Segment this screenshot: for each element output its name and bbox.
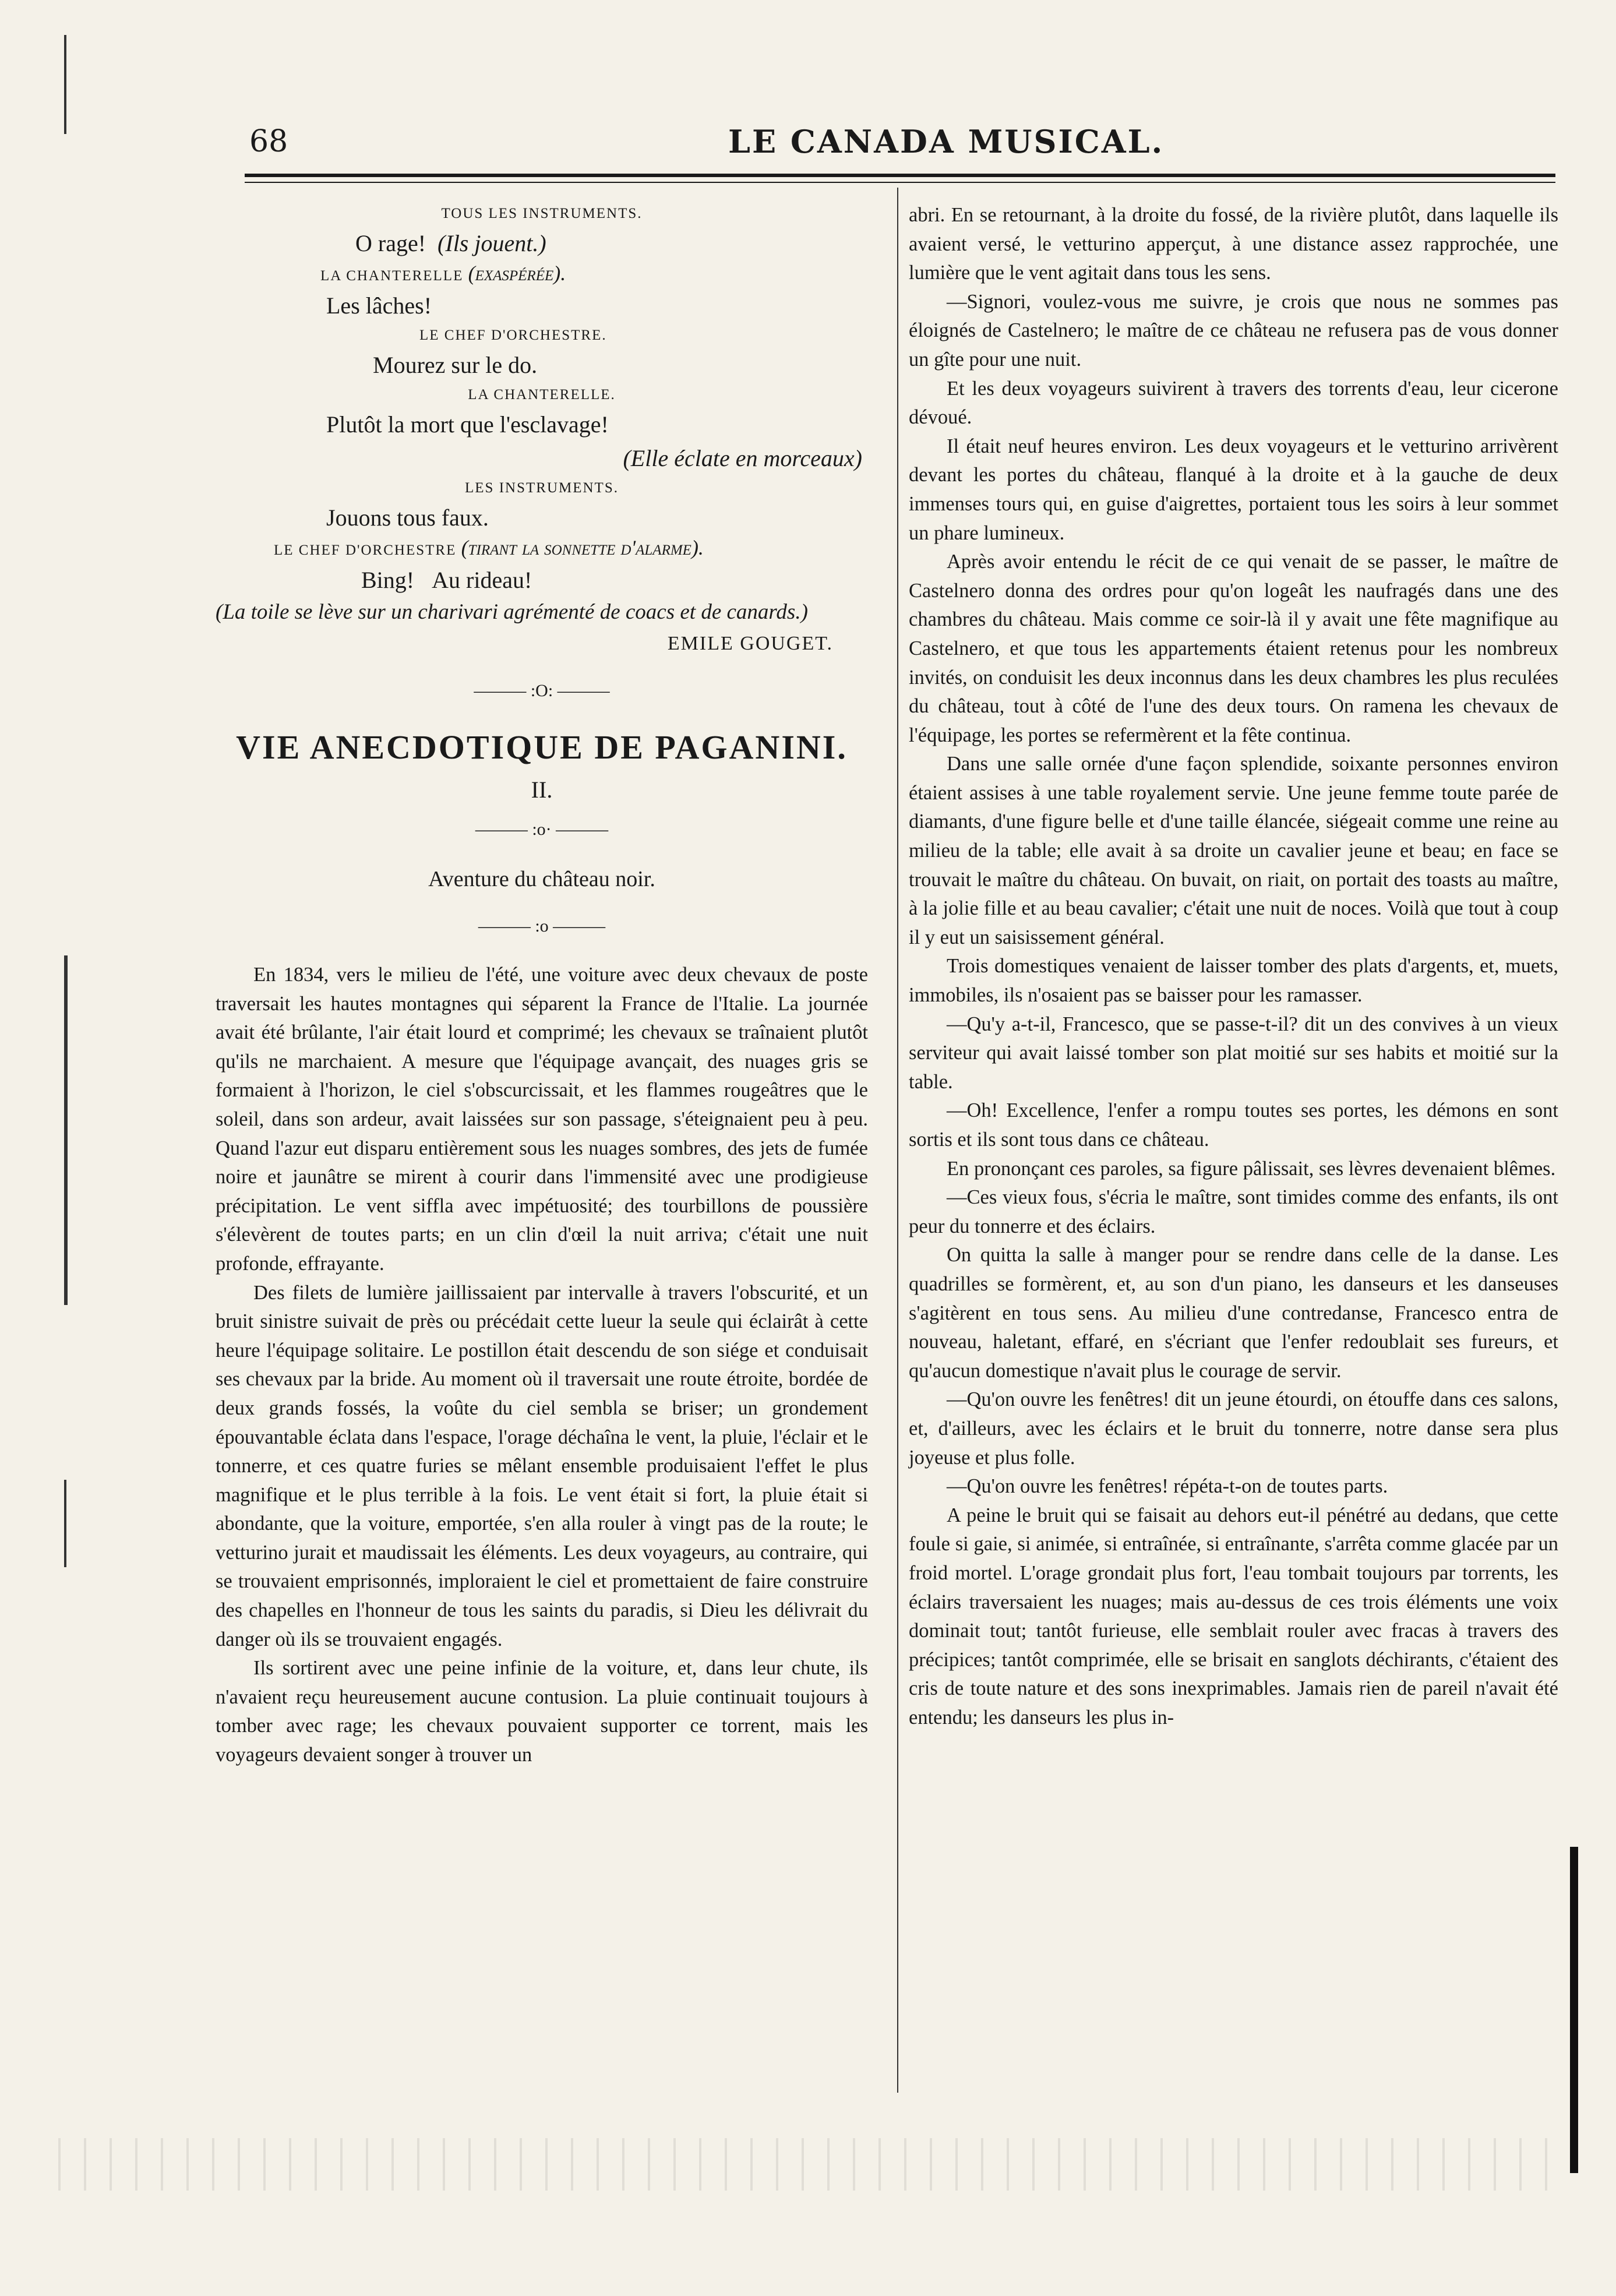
- separator: ——— :o· ———: [475, 820, 609, 839]
- dialogue-line: Plutôt la mort que l'esclavage!: [326, 411, 609, 438]
- article-part: II.: [531, 777, 553, 803]
- body-paragraph: Et les deux voyageurs suivirent à travers des torrents d'eau, leur cicerone dévoué.: [909, 377, 1558, 429]
- body-paragraph: Dans une salle ornée d'une façon splendide, soixante personnes environ étaient assises à une table royalement servie. Une jeune femme toute parée de diamants, d'une figure belle et d'une taille élancée, siégeait comme une reine au milieu de la table; elle avait à sa droite un cavalier jeune et beau; en face se trouvait le maître du château. On buvait, on riait, on portait des toasts au maître, à la jolie fille et au beau cavalier; c'était une nuit de noces. Voilà que tout à coup il y eut un saisissement général.: [909, 753, 1558, 948]
- body-paragraph: —Qu'y a-t-il, Francesco, que se passe-t-il? dit un des convives à un vieux serviteur qui avait laissé tomber son plat moitié sur ses habits et moitié sur la table.: [909, 1013, 1558, 1093]
- separator: ——— :o ———: [478, 916, 606, 936]
- body-paragraph: En 1834, vers le milieu de l'été, une voiture avec deux chevaux de poste traversait les hautes montagnes qui séparent la France de l'Italie. La journée avait été brûlante, l'air était lourd et comprimé; les chevaux se traînaient plutôt qu'ils ne marchaient. A mesure que l'équipage avançait, des nuages gris se formaient à l'horizon, le ciel s'obscurcissait, et les flammes rougeâtres que le soleil, dans son ardeur, avait laissées sur son passage, s'éteignaient peu à peu. Quand l'azur eut disparu entièrement sous les nuages sombres, des jets de fumée noire et jaunâtre se mirent à courir dans l'immensité avec une prodigieuse précipitation. Le vent siffla avec impétuosité; des tourbillons de poussière s'élevèrent de toutes parts; en un clin d'œil la nuit arriva; c'était une nuit profonde, effrayante.: [216, 964, 868, 1275]
- stage-cue: LA CHANTERELLE (exaspérée).: [320, 262, 566, 285]
- body-paragraph: —Qu'on ouvre les fenêtres! dit un jeune étourdi, on étouffe dans ces salons, et, d'ailleurs, avec les éclairs et le bruit du tonnerre, notre danse sera plus joyeuse et plus folle.: [909, 1388, 1558, 1469]
- article-title: VIE ANECDOTIQUE DE PAGANINI.: [236, 728, 848, 766]
- right-column: [909, 201, 1558, 1732]
- stage-direction: (La toile se lève sur un charivari agrémenté de coacs et de canards.): [216, 600, 808, 624]
- left-column: [216, 201, 868, 1770]
- dialogue-line: Mourez sur le do.: [373, 352, 538, 378]
- stage-cue: LE CHEF D'ORCHESTRE (tirant la sonnette d'alarme).: [274, 536, 704, 559]
- body-paragraph: —Qu'on ouvre les fenêtres! répéta-t-on de toutes parts.: [947, 1475, 1388, 1498]
- scan-noise: [35, 2138, 1550, 2191]
- body-paragraph: A peine le bruit qui se faisait au dehors eut-il pénétré au dedans, que cette foule si gaie, si animée, si entraînée, si entraînante, s'arrêta comme glacée par un froid mortel. L'orage grondait plus fort, l'eau tombait toujours par torrents, les éclairs traversaient les nuages; mais au-dessus de ces trois éléments une voix dominait tout; tantôt furieuse, elle semblait rouler avec fracas à travers des précipices; tantôt comprimée, elle se brisait en sanglots déchirants, c'étaient des cris de toute nature et des sons inexprimables. Jamais rien de pareil n'avait été entendu; les danseurs les plus in-: [909, 1504, 1558, 1729]
- margin-mark: [64, 955, 68, 1305]
- page-header: [233, 119, 1555, 160]
- margin-mark: [64, 1480, 66, 1567]
- margin-bar: [1570, 1847, 1578, 2173]
- body-paragraph: On quitta la salle à manger pour se rendre dans celle de la danse. Les quadrilles se formèrent, et, au son d'un piano, les danseurs et les danseuses s'agitèrent en tous sens. Au milieu d'une contredanse, Francesco entra de nouveau, haletant, effaré, en s'écriant que l'enfer redoublait ses fureurs, et qu'aucun domestique n'avait plus le courage de servir.: [909, 1244, 1558, 1382]
- dialogue-line: O rage! (Ils jouent.): [355, 230, 546, 256]
- stage-cue: LE CHEF D'ORCHESTRE.: [419, 327, 607, 343]
- signature: EMILE GOUGET.: [667, 633, 833, 654]
- article-subtitle: Aventure du château noir.: [428, 867, 655, 891]
- body-paragraph: —Signori, voulez-vous me suivre, je crois que nous ne sommes pas éloignés de Castelnero; le maître de ce château ne refusera pas de vous donner un gîte pour une nuit.: [909, 290, 1558, 371]
- body-paragraph: En prononçant ces paroles, sa figure pâlissait, ses lèvres devenaient blêmes.: [947, 1157, 1556, 1180]
- body-paragraph: Des filets de lumière jaillissaient par intervalle à travers l'obscurité, et un bruit sinistre suivait de près ou précédait cette lueur la seule qui éclairât à cette heure l'équipage solitaire. Le postillon était descendu de son siége et conduisait ses chevaux par la bride. Au moment où il traversait une route étroite, bordée de deux grands fossés, la voûte du ciel sembla se briser; un grondement épouvantable éclata dans l'espace, l'orage déchaîna le vent, la pluie, l'éclair et le tonnerre, et ces quatre furies se mêlant ensemble produisaient l'effet le plus magnifique et le plus terrible à la fois. Le vent était si fort, la pluie était si abondante, que la voiture, emportée, s'en alla rouler à vingt pas de la route; le vetturino jurait et maudissait les éléments. Les deux voyageurs, au contraire, qui se trouvaient emprisonnés, imploraient le ciel et promettaient de faire construire des chapelles en l'honneur de tous les saints du paradis, si Dieu les délivrait du danger où ils se trouvaient engagés.: [216, 1281, 868, 1650]
- stage-cue: TOUS LES INSTRUMENTS.: [441, 206, 643, 221]
- body-paragraph: Il était neuf heures environ. Les deux voyageurs et le vetturino arrivèrent devant les portes du château, flanqué à la droite et à la gauche de deux immenses tours qui, en guise d'aigrettes, portaient tous les soirs à leur sommet un phare lumineux.: [909, 435, 1558, 544]
- header-rule-thin: [245, 182, 1555, 183]
- page-number: 68: [249, 124, 288, 159]
- body-paragraph: Trois domestiques venaient de laisser tomber des plats d'argents, et, muets, immobiles, ils n'osaient pas se baisser pour les ramasser.: [909, 955, 1558, 1007]
- body-paragraph: —Oh! Excellence, l'enfer a rompu toutes ses portes, les démons en sont sortis et ils sont tous dans ce château.: [909, 1099, 1558, 1151]
- header-rule-thick: [245, 174, 1555, 177]
- body-paragraph: Ils sortirent avec une peine infinie de la voiture, et, dans leur chute, ils n'avaient reçu heureusement aucune contusion. La pluie continuait toujours à tomber avec rage; les chevaux pouvaient supporter ce torrent, mais les voyageurs devaient songer à trouver un: [216, 1657, 868, 1766]
- column-divider: [897, 188, 898, 2093]
- stage-cue: LA CHANTERELLE.: [468, 387, 616, 403]
- body-paragraph: —Ces vieux fous, s'écria le maître, sont timides comme des enfants, ils ont peur du tonnerre et des éclairs.: [909, 1186, 1558, 1237]
- separator: ——— :O: ———: [474, 681, 610, 700]
- stage-direction: (Elle éclate en morceaux): [623, 445, 862, 471]
- stage-cue: LES INSTRUMENTS.: [465, 480, 619, 496]
- dialogue-line: Les lâches!: [326, 292, 432, 319]
- dialogue-line: Jouons tous faux.: [326, 505, 489, 531]
- dialogue-line: Bing! Au rideau!: [361, 567, 532, 593]
- margin-mark: [64, 35, 66, 134]
- journal-title: LE CANADA MUSICAL.: [728, 123, 1165, 160]
- body-paragraph: abri. En se retournant, à la droite du fossé, de la rivière plutôt, dans laquelle ils avaient versé, le vetturino apperçut, à une distance assez rapprochée, une lumière que le vent agitait dans tous les sens.: [909, 204, 1558, 284]
- body-paragraph: Après avoir entendu le récit de ce qui venait de se passer, le maître de Castelnero donna des ordres pour qu'on logeât les naufragés dans une des chambres du château. Mais comme ce soir-là il y avait une fête magnifique au Castelnero, et que tous les appartements étaient retenus pour les nombreux invités, on conduisit les deux inconnus dans les deux chambres les plus reculées du château, tout à côté de l'une des deux tours. On ramena les chevaux de l'équipage, les portes se refermèrent et la fête continua.: [909, 551, 1558, 746]
